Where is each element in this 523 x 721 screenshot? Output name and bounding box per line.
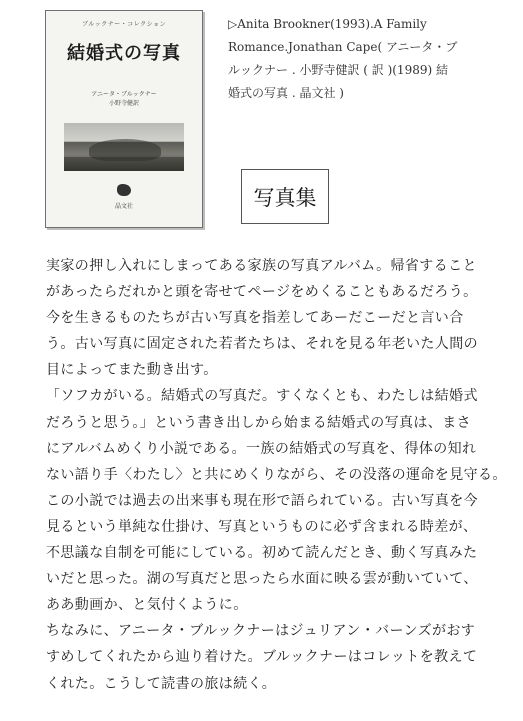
text-line: 今を生きるものたちが古い写真を指差してあーだこーだと言い合	[46, 310, 464, 327]
book-citation	[228, 13, 513, 105]
text-line: 実家の押し入れにしまってある家族の写真アルバム。帰省すること	[46, 258, 477, 274]
text-line: ない語り手〈わたし〉と共にめくりながら、その没落の運命を見守る。	[46, 466, 507, 483]
book-cover-image	[45, 10, 203, 228]
cover-title: 結婚式の写真	[67, 43, 181, 64]
text-line: 目によってまた動き出す。	[46, 362, 218, 379]
text-line: くれた。こうして読書の旅は続く。	[46, 675, 277, 692]
citation-line: 婚式の写真 . 晶文社 )	[228, 86, 344, 100]
text-line: う。古い写真に固定された若者たちは、それを見る年老いた人間の	[46, 336, 478, 353]
article-body	[46, 253, 507, 697]
text-line: いだと思った。湖の写真だと思ったら水面に映る雲が動いていて、	[46, 571, 478, 588]
cover-series-label: ブルックナー・コレクション	[81, 21, 167, 28]
text-line: すめしてくれたから辿り着けた。ブルックナーはコレットを教えて	[46, 649, 478, 666]
cover-translator: 小野寺健訳	[108, 100, 139, 107]
text-line: この小説では過去の出来事も現在形で語られている。古い写真を今	[46, 492, 478, 509]
section-heading-box	[241, 169, 329, 224]
section-title: 写真集	[253, 185, 317, 210]
text-line: 見るという単純な仕掛け、写真というものに必ず含まれる時差が、	[46, 518, 478, 535]
text-line: だろうと思う。」という書き出しから始まる結婚式の写真は、まさ	[46, 414, 471, 431]
paragraph	[46, 253, 476, 383]
paragraph	[46, 618, 476, 696]
citation-line: ▷Anita Brookner(1993).A Family	[228, 17, 427, 31]
text-line: があったらだれかと頭を寄せてページをめくることもあるだろう。	[46, 284, 478, 301]
paragraph	[46, 383, 507, 618]
text-line: ちなみに、アニータ・ブルックナーはジュリアン・バーンズがおす	[46, 623, 476, 640]
cover-landscape-photo	[64, 123, 184, 171]
citation-line: Romance.Jonathan Cape( アニータ・ブ	[228, 40, 458, 54]
cover-author: アニータ・ブルックナー	[91, 91, 157, 98]
text-line: 「ソフカがいる。結婚式の写真だ。すくなくとも、わたしは結婚式	[46, 388, 478, 405]
publisher-logo-icon	[117, 184, 131, 196]
text-line: ああ動画か、と気付くように。	[46, 597, 248, 614]
cover-publisher: 晶文社	[114, 203, 133, 210]
text-line: 不思議な自制を可能にしている。初めて読んだとき、動く写真みた	[46, 545, 478, 562]
text-line: にアルバムめくり小説である。一族の結婚式の写真を、得体の知れ	[46, 440, 477, 457]
citation-line: ルックナー . 小野寺健訳 ( 訳 )(1989) 結	[228, 63, 448, 77]
